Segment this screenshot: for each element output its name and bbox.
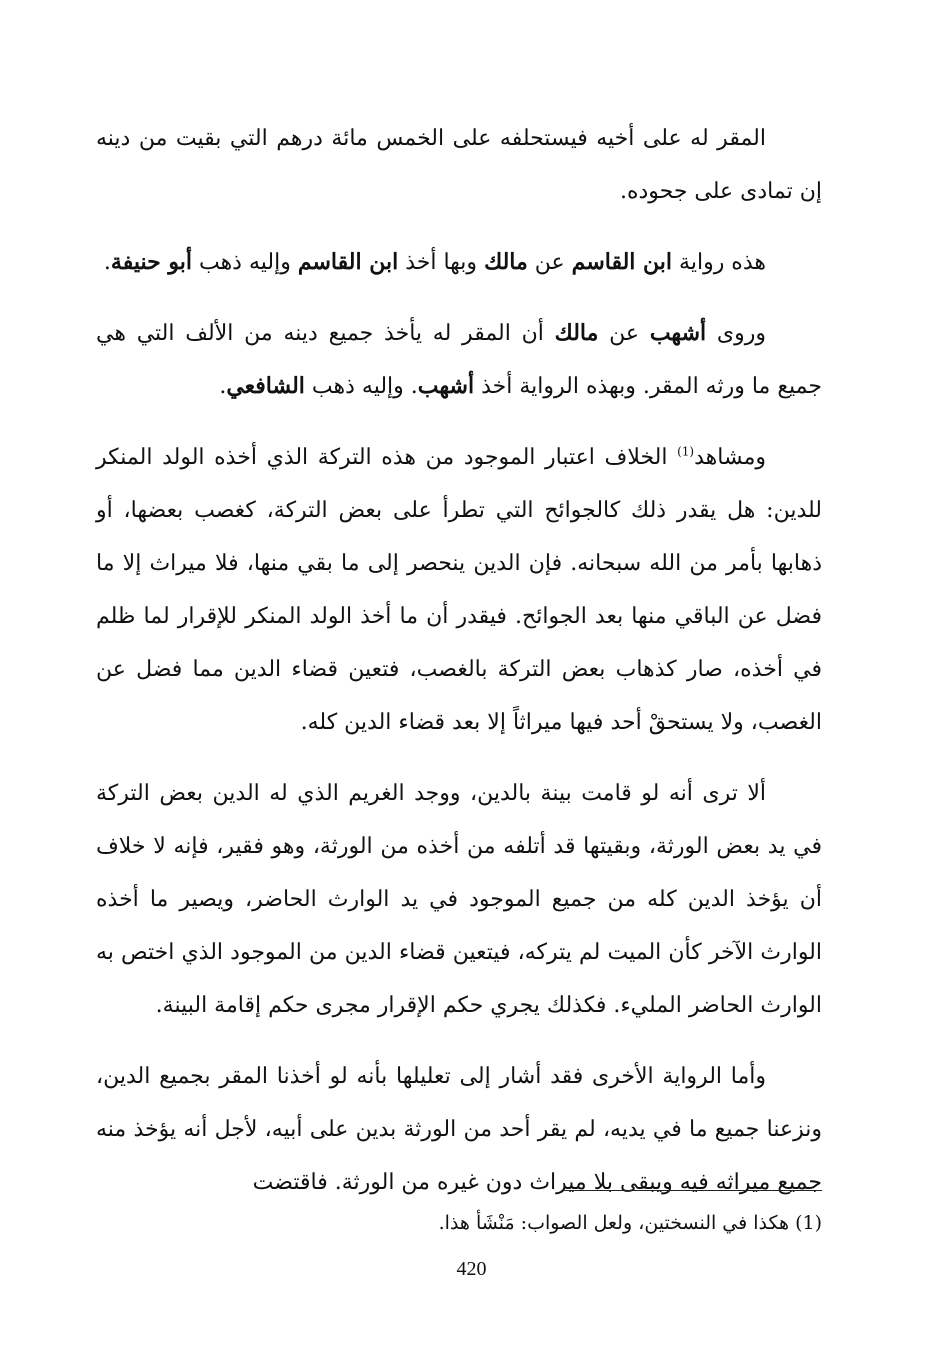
name-al-shafii: الشافعي (226, 373, 305, 399)
name-malik: مالك (484, 249, 528, 275)
paragraph-4 (96, 431, 822, 749)
paragraph-3-seg-1: وروى (706, 321, 766, 346)
name-ashhab-2: أشهب (417, 373, 475, 399)
page-number: 420 (456, 1258, 487, 1280)
name-ibn-al-qasim: ابن القاسم (571, 249, 673, 275)
footnote: (1) هكذا في النسختين، ولعل الصواب: مَنْشَأ هذا. (438, 1212, 822, 1234)
name-ashhab: أشهب (649, 320, 707, 346)
paragraph-2-seg-1: هذه رواية (672, 250, 766, 275)
paragraph-1-text: المقر له على أخيه فيستحلفه على الخمس مائة درهم التي بقيت من دينه إن تمادى على جحوده. (96, 126, 822, 204)
footnote-marker[interactable]: (1) (677, 444, 695, 459)
paragraph-4-seg-3: الخلاف اعتبار الموجود من هذه التركة الذي أخذه الولد المنكر للدين: هل يقدر ذلك كالجوائح التي تطرأ على بعض التركة، كغصب بعضها، أو ذهابها بأمر من الله سبحانه. فإن الدين ينحصر إلى ما بقي منها، فلا ميراث إلا ما فضل عن الباقي منها بعد الجوائح. فيقدر أن ما أخذ الولد المنكر للإقرار لما ظلم في أخذه، صار كذهاب بعض التركة بالغصب، فتعين قضاء الدين مما فضل عن الغصب، ولا يستحقْ أحد فيها ميراثاً إلا بعد قضاء الدين كله. (96, 445, 822, 735)
paragraph-5 (96, 767, 822, 1032)
paragraph-6-text: وأما الرواية الأخرى فقد أشار إلى تعليلها بأنه لو أخذنا المقر بجميع الدين، ونزعنا جميع ما في يديه، لم يقر أحد من الورثة بدين على أبيه، لأجل أنه يؤخذ منه جميع ميراثه فيه ويبقى بلا ميراث دون غيره من الورثة. فاقتضت (96, 1064, 822, 1195)
main-text (96, 112, 822, 1227)
paragraph-3-seg-7: . وإليه ذهب (304, 374, 418, 399)
paragraph-2-seg-3: عن (527, 250, 572, 275)
paragraph-3-seg-3: عن (598, 321, 650, 346)
paragraph-3-seg-5: أن المقر له يأخذ جميع دينه من الألف التي هي جميع ما ورثه المقر. وبهذه الرواية أخذ (96, 321, 822, 399)
paragraph-4-seg-1: ومشاهد (694, 445, 766, 470)
footnote-divider (562, 1190, 822, 1191)
name-ibn-al-qasim-2: ابن القاسم (297, 249, 399, 275)
paragraph-2 (96, 236, 822, 289)
paragraph-2-seg-5: وبها أخذ (398, 250, 485, 275)
paragraph-3-seg-9: . (219, 374, 227, 399)
paragraph-6 (96, 1050, 822, 1209)
name-abu-hanifa: أبو حنيفة (110, 249, 192, 275)
paragraph-1 (96, 112, 822, 218)
paragraph-2-seg-9: . (103, 250, 111, 275)
name-malik-2: مالك (554, 320, 599, 346)
paragraph-2-seg-7: وإليه ذهب (191, 250, 298, 275)
paragraph-5-text: ألا ترى أنه لو قامت بينة بالدين، ووجد الغريم الذي له الدين بعض التركة في يد بعض الورثة، وبقيتها قد أتلفه من أخذه من الورثة، وهو فقير، فإنه لا خلاف أن يؤخذ الدين كله من جميع الموجود في يد الوارث الحاضر، ويصير ما أخذه الوارث الآخر كأن الميت لم يتركه، فيتعين قضاء الدين من الموجود الذي اختص به الوارث الحاضر المليء. فكذلك يجري حكم الإقرار مجرى حكم إقامة البينة. (96, 781, 822, 1018)
paragraph-3 (96, 307, 822, 413)
